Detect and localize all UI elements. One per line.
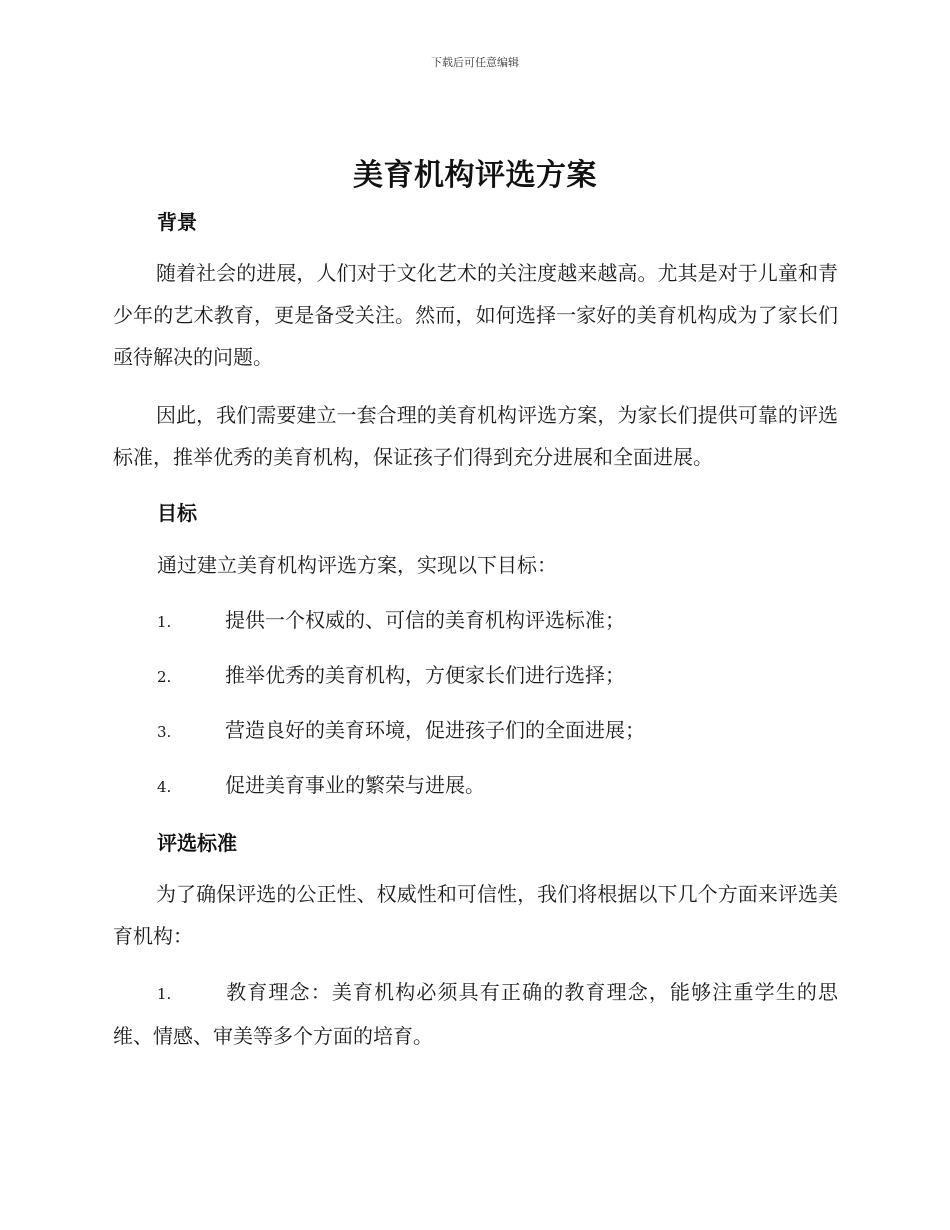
goal-item bbox=[157, 605, 847, 637]
goal-item-text: 营造良好的美育环境，促进孩子们的全面进展； bbox=[225, 718, 645, 742]
background-paragraph-1: 随着社会的进展，人们对于文化艺术的关注度越来越高。尤其是对于儿童和青少年的艺术教育，更是备受关注。然而，如何选择一家好的美育机构成为了家长们亟待解决的问题。 bbox=[113, 261, 838, 369]
background-paragraph-2: 因此，我们需要建立一套合理的美育机构评选方案，为家长们提供可靠的评选标准，推举优秀的美育机构，保证孩子们得到充分进展和全面进展。 bbox=[113, 403, 838, 469]
goal-item-text: 促进美育事业的繁荣与进展。 bbox=[225, 773, 485, 797]
goal-item bbox=[157, 715, 847, 747]
criteria-item-number: 1. bbox=[157, 985, 172, 1003]
section-heading-criteria: 评选标准 bbox=[157, 831, 237, 855]
goal-item-number: 4. bbox=[157, 778, 172, 796]
goal-item-number: 3. bbox=[157, 723, 172, 741]
goal-item-text: 推举优秀的美育机构，方便家长们进行选择； bbox=[225, 663, 625, 687]
criteria-item bbox=[113, 971, 838, 1057]
goal-item-number: 2. bbox=[157, 668, 172, 686]
goal-item-text: 提供一个权威的、可信的美育机构评选标准； bbox=[225, 608, 625, 632]
header-note: 下载后可任意编辑 bbox=[431, 56, 519, 69]
document-title: 美育机构评选方案 bbox=[353, 158, 597, 193]
goal-item-number: 1. bbox=[157, 613, 172, 631]
criteria-intro: 为了确保评选的公正性、权威性和可信性，我们将根据以下几个方面来评选美育机构： bbox=[113, 882, 838, 948]
goal-item bbox=[157, 660, 847, 692]
section-heading-background: 背景 bbox=[157, 210, 197, 234]
section-heading-goals: 目标 bbox=[157, 501, 197, 525]
goal-item bbox=[157, 770, 847, 802]
goals-intro: 通过建立美育机构评选方案，实现以下目标： bbox=[157, 553, 557, 577]
criteria-item-text: 教育理念：美育机构必须具有正确的教育理念，能够注重学生的思维、情感、审美等多个方面的培育。 bbox=[113, 980, 838, 1048]
